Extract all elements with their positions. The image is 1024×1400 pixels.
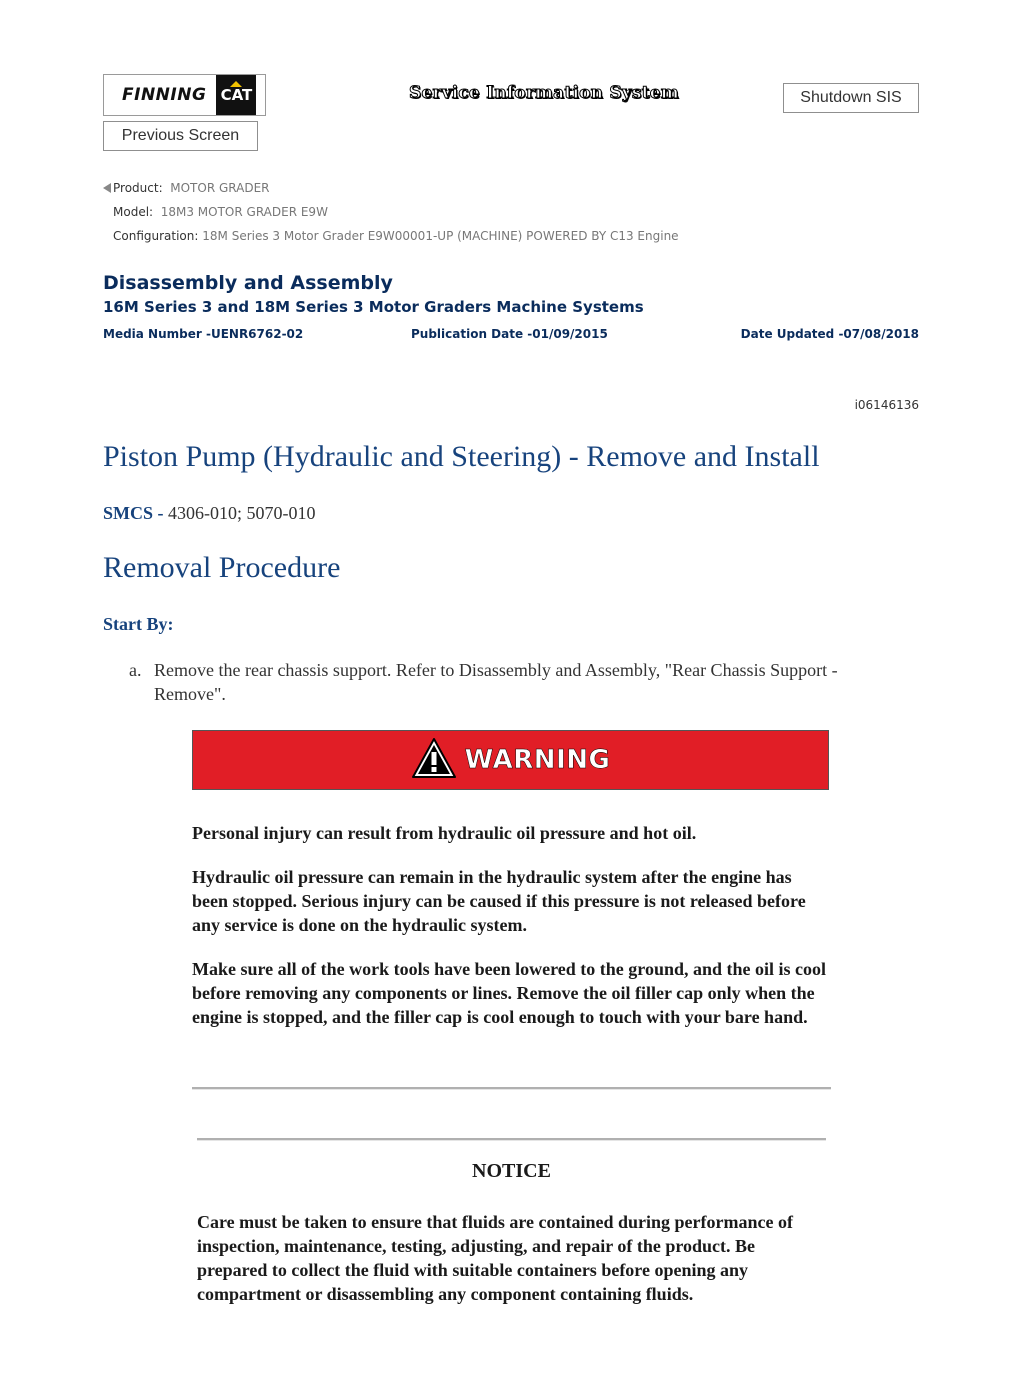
product-value: MOTOR GRADER <box>170 181 270 195</box>
warning-paragraph-3: Make sure all of the work tools have been lowered to the ground, and the oil is cool before removing any components or lines. Remove the oil filler cap only when the engine is stopped, and the filler cap is cool enough to touch with your bare hand. <box>192 959 826 1027</box>
notice-title: NOTICE <box>472 1160 551 1182</box>
document-subtitle: 16M Series 3 and 18M Series 3 Motor Graders Machine Systems <box>103 298 644 316</box>
divider <box>197 1138 826 1141</box>
model-value: 18M3 MOTOR GRADER E9W <box>160 205 328 219</box>
app-title: Service Information System <box>409 83 679 103</box>
warning-word: WARNING <box>464 745 611 775</box>
warning-triangle-icon <box>411 737 457 783</box>
shutdown-sis-button[interactable]: Shutdown SIS <box>783 83 919 113</box>
start-by-label: Start By: <box>103 614 174 634</box>
date-updated: Date Updated -07/08/2018 <box>740 327 919 341</box>
product-label: Product: <box>113 181 163 195</box>
model-label: Model: <box>113 205 154 219</box>
finning-logo-text: FINNING <box>122 85 207 105</box>
divider <box>192 1087 831 1090</box>
removal-procedure-heading: Removal Procedure <box>103 551 341 584</box>
publication-date: Publication Date -01/09/2015 <box>411 327 608 341</box>
notice-text: Care must be taken to ensure that fluids are contained during performance of inspection, maintenance, testing, adjusting, and repair of the product. Be prepared to collect the fluid with suitable containers before opening any compartment or disassembling any component containing fluids. <box>197 1212 793 1304</box>
document-type: Disassembly and Assembly <box>103 272 393 294</box>
smcs-codes <box>103 503 316 524</box>
step-a-text: Remove the rear chassis support. Refer to Disassembly and Assembly, "Rear Chassis Support - Remove". <box>154 660 838 704</box>
warning-paragraph-1: Personal injury can result from hydraulic oil pressure and hot oil. <box>192 823 697 843</box>
breadcrumb-model <box>113 205 328 219</box>
cat-logo-text: CAT <box>220 86 253 104</box>
warning-paragraph-2: Hydraulic oil pressure can remain in the hydraulic system after the engine has been stopped. Serious injury can be caused if this pressure is not released before any service is done on the hydraulic system. <box>192 867 806 935</box>
page-title: Piston Pump (Hydraulic and Steering) - Remove and Install <box>103 440 820 473</box>
media-number: Media Number -UENR6762-02 <box>103 327 304 341</box>
breadcrumb-configuration <box>113 229 679 243</box>
smcs-label: SMCS - <box>103 503 164 523</box>
back-arrow-icon[interactable] <box>103 183 111 193</box>
finning-cat-logo <box>103 74 266 116</box>
warning-banner <box>192 730 829 790</box>
configuration-value: 18M Series 3 Motor Grader E9W00001-UP (MACHINE) POWERED BY C13 Engine <box>202 229 679 243</box>
cat-logo-icon <box>216 75 256 115</box>
previous-screen-button[interactable]: Previous Screen <box>103 121 258 151</box>
configuration-label: Configuration: <box>113 229 199 243</box>
breadcrumb-product[interactable] <box>103 181 270 195</box>
document-id: i06146136 <box>854 398 919 412</box>
step-a-marker: a. <box>129 660 142 680</box>
step-a <box>129 658 869 706</box>
smcs-value: 4306-010; 5070-010 <box>168 503 316 523</box>
